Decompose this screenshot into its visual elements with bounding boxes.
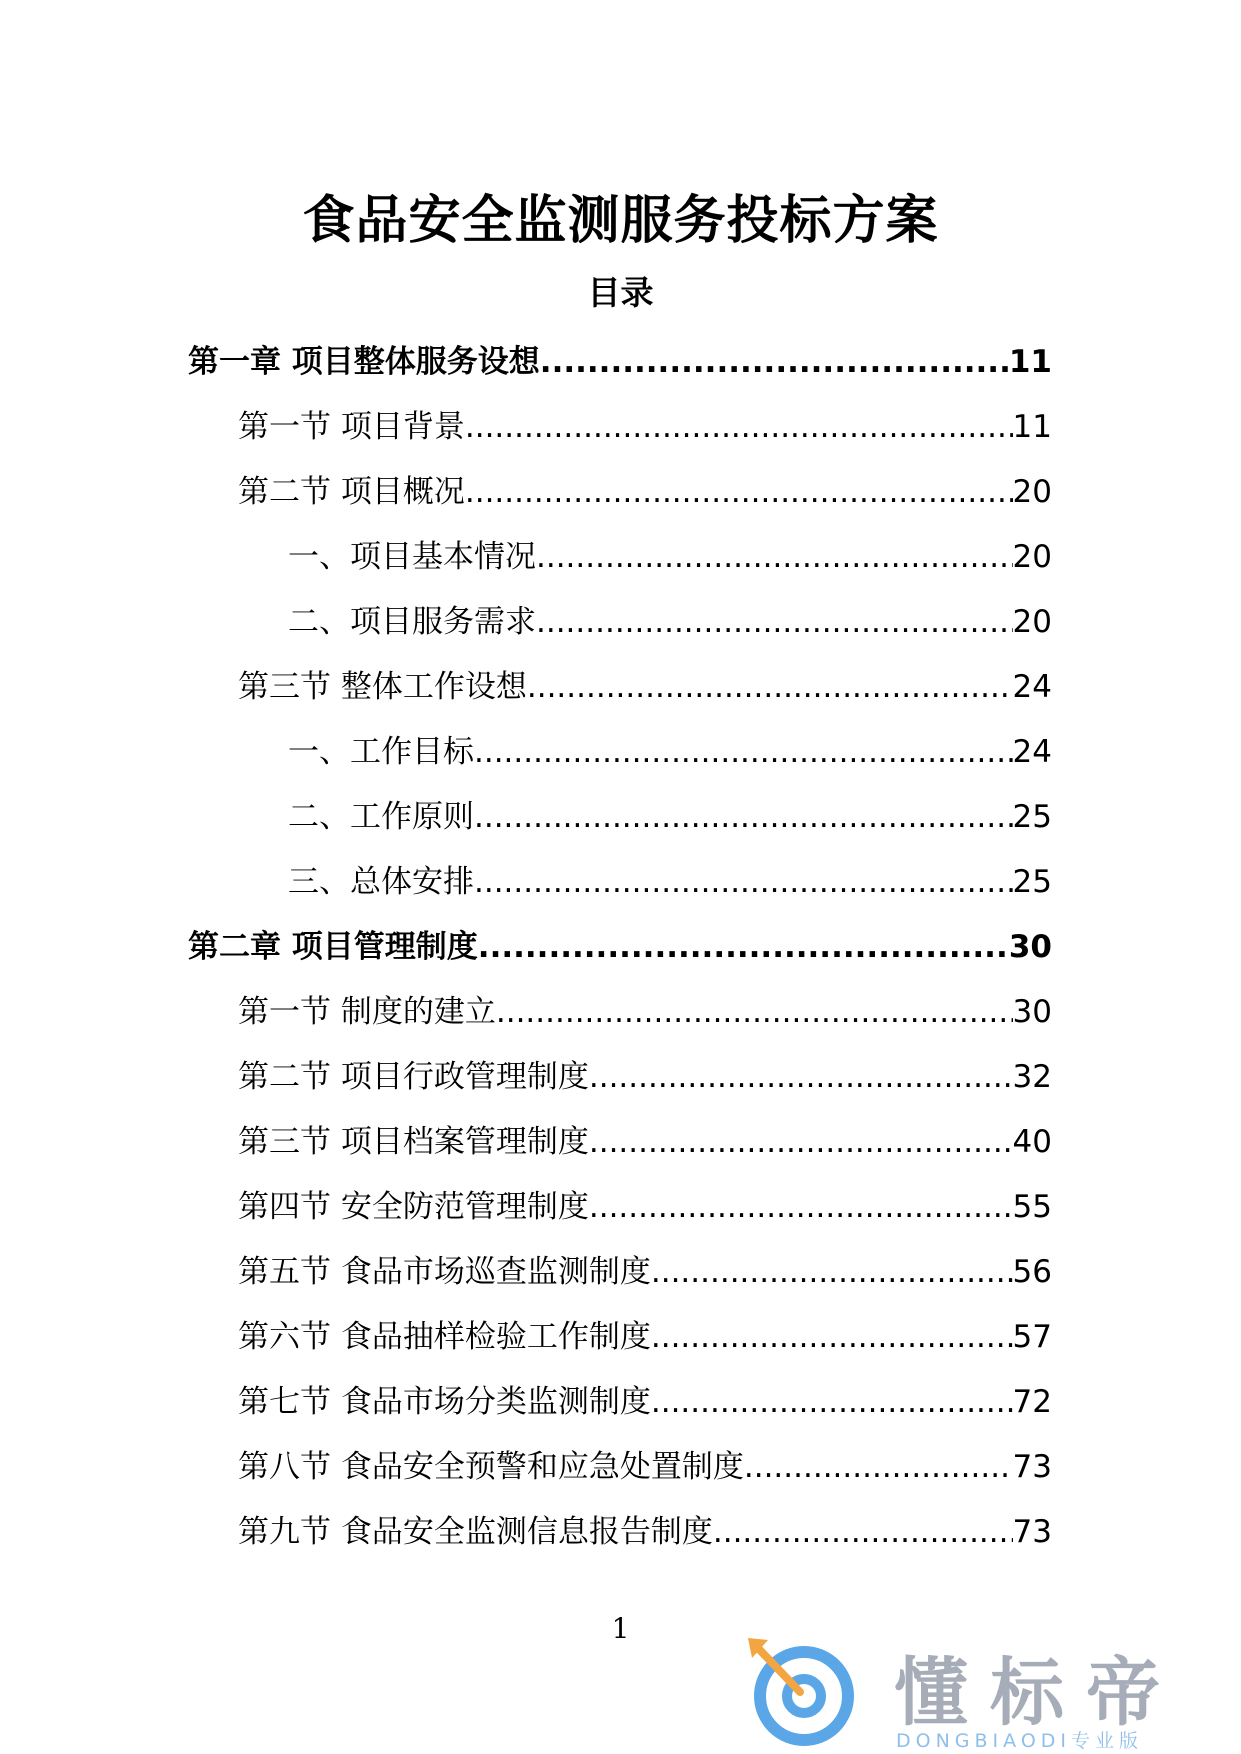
toc-dot-leader (536, 525, 1013, 590)
toc-entry-page: 20 (1012, 474, 1052, 510)
toc-dot-leader (651, 1305, 1013, 1370)
toc-entry-label: 第一节 制度的建立 (238, 994, 496, 1030)
toc-entry-page: 20 (1012, 604, 1052, 640)
toc-entry-page: 57 (1012, 1319, 1052, 1355)
toc-entry[interactable] (188, 1045, 1052, 1110)
toc-dot-leader (589, 1045, 1013, 1110)
toc-entry[interactable] (188, 1305, 1052, 1370)
toc-entry-page: 32 (1012, 1059, 1052, 1095)
toc-entry-label: 第八节 食品安全预警和应急处置制度 (238, 1449, 744, 1485)
toc-entry-page: 55 (1012, 1189, 1052, 1225)
page-number: 1 (611, 1612, 630, 1645)
toc-entry-label: 第九节 食品安全监测信息报告制度 (238, 1514, 713, 1550)
toc-dot-leader (589, 1110, 1013, 1175)
toc-entry[interactable] (188, 980, 1052, 1045)
toc-entry[interactable] (188, 395, 1052, 460)
toc-dot-leader (474, 785, 1013, 850)
toc-entry-page: 24 (1012, 669, 1052, 705)
toc-entry-page: 11 (1008, 344, 1052, 380)
toc-entry-page: 25 (1012, 864, 1052, 900)
toc-dot-leader (478, 915, 1009, 980)
toc-entry-label: 第三节 项目档案管理制度 (238, 1124, 589, 1160)
toc-entry[interactable] (188, 720, 1052, 785)
toc-dot-leader (651, 1240, 1013, 1305)
toc-dot-leader (536, 590, 1013, 655)
toc-entry-page: 25 (1012, 799, 1052, 835)
toc-entry-page: 30 (1012, 994, 1052, 1030)
toc-entry-page: 24 (1012, 734, 1052, 770)
toc-entry-label: 一、工作目标 (288, 734, 474, 770)
toc-dot-leader (496, 980, 1013, 1045)
toc-entry[interactable] (188, 850, 1052, 915)
toc-entry-page: 20 (1012, 539, 1052, 575)
toc-entry-label: 一、项目基本情况 (288, 539, 536, 575)
toc-entry-page: 72 (1012, 1384, 1052, 1420)
toc-dot-leader (713, 1500, 1013, 1565)
toc-entry-page: 56 (1012, 1254, 1052, 1290)
toc-entry-label: 第二节 项目概况 (238, 474, 465, 510)
toc-dot-leader (474, 850, 1013, 915)
toc-entry-label: 三、总体安排 (288, 864, 474, 900)
toc-entry[interactable] (188, 785, 1052, 850)
toc-entry-label: 第四节 安全防范管理制度 (238, 1189, 589, 1225)
toc-entry-label: 二、项目服务需求 (288, 604, 536, 640)
table-of-contents (188, 330, 1052, 1565)
toc-entry[interactable] (188, 1370, 1052, 1435)
toc-entry-page: 73 (1012, 1449, 1052, 1485)
toc-entry[interactable] (188, 1435, 1052, 1500)
toc-dot-leader (465, 395, 1013, 460)
toc-dot-leader (540, 330, 1009, 395)
toc-entry-label: 第一章 项目整体服务设想 (188, 344, 540, 380)
watermark-logo (742, 1632, 1232, 1752)
toc-entry-page: 30 (1008, 929, 1052, 965)
toc-entry[interactable] (188, 655, 1052, 720)
toc-dot-leader (744, 1435, 1013, 1500)
toc-entry[interactable] (188, 1175, 1052, 1240)
toc-entry[interactable] (188, 590, 1052, 655)
toc-entry-page: 40 (1012, 1124, 1052, 1160)
toc-entry-label: 第二章 项目管理制度 (188, 929, 478, 965)
toc-entry-page: 73 (1012, 1514, 1052, 1550)
toc-heading: 目录 (587, 273, 654, 312)
toc-chapter-entry[interactable] (188, 915, 1052, 980)
toc-entry-label: 第二节 项目行政管理制度 (238, 1059, 589, 1095)
toc-dot-leader (465, 460, 1013, 525)
toc-entry-label: 第五节 食品市场巡查监测制度 (238, 1254, 651, 1290)
toc-entry[interactable] (188, 1500, 1052, 1565)
toc-entry[interactable] (188, 1110, 1052, 1175)
toc-entry-page: 11 (1012, 409, 1052, 445)
document-title: 食品安全监测服务投标方案 (302, 191, 939, 251)
toc-dot-leader (651, 1370, 1013, 1435)
toc-entry-label: 第六节 食品抽样检验工作制度 (238, 1319, 651, 1355)
toc-entry[interactable] (188, 525, 1052, 590)
watermark-brand-text: 懂标帝 (894, 1650, 1182, 1736)
toc-dot-leader (589, 1175, 1013, 1240)
toc-entry[interactable] (188, 1240, 1052, 1305)
target-arrow-icon (742, 1632, 862, 1752)
toc-entry[interactable] (188, 460, 1052, 525)
toc-entry-label: 二、工作原则 (288, 799, 474, 835)
toc-chapter-entry[interactable] (188, 330, 1052, 395)
toc-dot-leader (527, 655, 1013, 720)
toc-entry-label: 第一节 项目背景 (238, 409, 465, 445)
toc-entry-label: 第三节 整体工作设想 (238, 669, 527, 705)
watermark-brand-sub: DONGBIAODI专业版 (896, 1730, 1144, 1752)
toc-dot-leader (474, 720, 1013, 785)
toc-entry-label: 第七节 食品市场分类监测制度 (238, 1384, 651, 1420)
